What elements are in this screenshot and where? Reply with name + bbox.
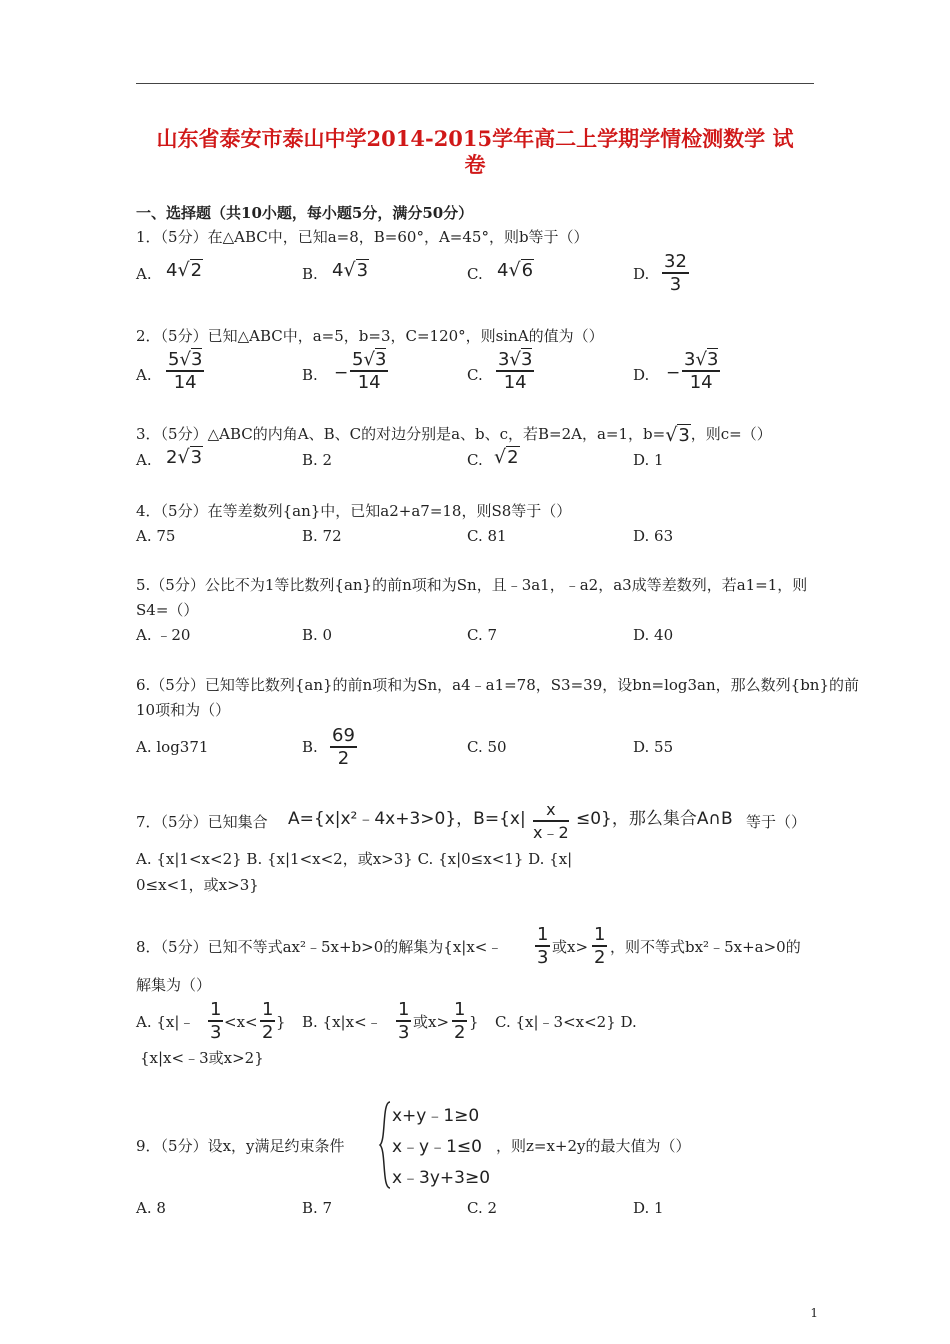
q8-fraction-2: $\frac{1}{2}$: [594, 924, 606, 968]
q7-stem-start: 7．（5分）已知集合: [136, 813, 268, 831]
q8-stem-mid: 或x>: [552, 938, 589, 956]
q2-option-d-label: D.: [633, 366, 650, 384]
q3-option-d: D. 1: [633, 451, 664, 469]
q7-set-b: ≤0}，那么集合A∩B: [576, 809, 733, 829]
q8-option-b-frac-1: $\frac{1}{3}$: [398, 999, 410, 1043]
q6-option-a: A. log371: [136, 738, 209, 756]
q2-option-c-label: C.: [467, 366, 483, 384]
q8-stem-start: 8．（5分）已知不等式ax²﹣5x+b>0的解集为{x|x<﹣: [136, 938, 503, 956]
q1-option-c: 4√6: [497, 258, 534, 281]
q9-option-b: B. 7: [302, 1199, 333, 1217]
section-heading: 一、选择题（共10小题，每小题5分，满分50分）: [136, 204, 474, 222]
q9-option-a: A. 8: [136, 1199, 166, 1217]
q6-option-d: D. 55: [633, 738, 674, 756]
q4-option-c: C. 81: [467, 527, 507, 545]
q8-stem-line2: 解集为（）: [136, 976, 212, 994]
q4-option-d: D. 63: [633, 527, 674, 545]
q9-option-d: D. 1: [633, 1199, 664, 1217]
q4-option-a: A. 75: [136, 527, 176, 545]
q9-option-c: C. 2: [467, 1199, 498, 1217]
q9-constraint-2: x﹣y﹣1≤0: [392, 1137, 482, 1157]
q3-option-a: 2√3: [166, 445, 203, 468]
doc-title-line2: 卷: [464, 152, 486, 177]
q8-option-b-start: B. {x|x<﹣: [302, 1013, 382, 1031]
q1-option-b: 4√3: [332, 258, 369, 281]
q3-option-b: B. 2: [302, 451, 333, 469]
q6-option-b-label: B.: [302, 738, 318, 756]
q7-fraction: $\frac{x}{x﹣2}$: [533, 800, 569, 842]
q1-option-d-label: D.: [633, 265, 650, 283]
q5-option-b: B. 0: [302, 626, 333, 644]
q9-brace: [378, 1100, 392, 1190]
q2-option-b-label: B.: [302, 366, 318, 384]
q1-option-d: $\frac{32}{3}$: [664, 251, 687, 295]
q5-stem-line2: S4=（）: [136, 601, 199, 619]
q7-options-line2: 0≤x<1，或x>3}: [136, 876, 259, 894]
q8-options-c-d: C. {x|﹣3<x<2} D.: [495, 1013, 637, 1031]
q5-option-a: A. ﹣20: [136, 626, 191, 644]
q9-stem-start: 9．（5分）设x，y满足约束条件: [136, 1137, 345, 1155]
q8-fraction-1: $\frac{1}{3}$: [537, 924, 549, 968]
q1-option-a: 4√2: [166, 258, 203, 281]
q4-stem: 4．（5分）在等差数列{an}中，已知a2+a7=18，则S8等于（）: [136, 502, 572, 520]
q1-option-b-label: B.: [302, 265, 318, 283]
q8-stem-end: ，则不等式bx²﹣5x+a>0的: [610, 938, 801, 956]
q3-option-a-label: A.: [136, 451, 152, 469]
doc-title-line1: 山东省泰安市泰山中学2014-2015学年高二上学期学情检测数学 试: [156, 126, 794, 151]
q9-constraint-1: x+y﹣1≥0: [392, 1106, 480, 1126]
q3-option-c-label: C.: [467, 451, 483, 469]
q5-stem-line1: 5.（5分）公比不为1等比数列{an}的前n项和为Sn，且﹣3a1，﹣a2，a3成等差数列，若a1=1，则: [136, 576, 808, 594]
page-number: 1: [810, 1306, 818, 1320]
q1-stem: 1．（5分）在△ABC中，已知a=8，B=60°，A=45°，则b等于（）: [136, 228, 589, 246]
q1-option-c-label: C.: [467, 265, 483, 283]
q2-option-a: $\frac{5√3}{14}$: [168, 349, 203, 393]
q8-option-a-end: }: [276, 1013, 286, 1031]
top-rule: [136, 83, 814, 84]
q8-option-a-mid: <x<: [224, 1013, 258, 1031]
q7-stem-end: 等于（）: [746, 813, 807, 831]
q8-option-a-frac-2: $\frac{1}{2}$: [262, 999, 274, 1043]
q3-option-c: √2: [494, 445, 519, 468]
q8-option-a-frac-1: $\frac{1}{3}$: [210, 999, 222, 1043]
q4-option-b: B. 72: [302, 527, 342, 545]
q3-stem: 3．（5分）△ABC的内角A、B、C的对边分别是a、b、c，若B=2A，a=1，b=√3，则c=（）: [136, 423, 772, 446]
q8-option-b-end: }: [469, 1013, 479, 1031]
q8-option-d: {x|x<﹣3或x>2}: [140, 1049, 264, 1067]
q2-option-d-sign: −: [666, 363, 681, 383]
q6-stem-line1: 6.（5分）已知等比数列{an}的前n项和为Sn，a4﹣a1=78，S3=39，设bn=log3an，那么数列{bn}的前: [136, 676, 860, 694]
q2-option-b: $\frac{5√3}{14}$: [352, 349, 387, 393]
q8-option-a-start: A. {x|﹣: [136, 1013, 195, 1031]
q5-option-d: D. 40: [633, 626, 674, 644]
q7-options-line1: A. {x|1<x<2} B. {x|1<x<2，或x>3} C. {x|0≤x<1} D. {x|: [136, 850, 573, 868]
q9-constraint-3: x﹣3y+3≥0: [392, 1168, 491, 1188]
q8-option-b-mid: 或x>: [413, 1013, 450, 1031]
q2-option-b-sign: −: [334, 363, 349, 383]
q2-option-d: $\frac{3√3}{14}$: [684, 349, 719, 393]
q5-option-c: C. 7: [467, 626, 498, 644]
q6-option-c: C. 50: [467, 738, 507, 756]
q7-set-a: A={x|x²﹣4x+3>0}，B={x|: [288, 809, 526, 829]
q1-option-a-label: A.: [136, 265, 152, 283]
q6-option-b: $\frac{69}{2}$: [332, 725, 355, 769]
q2-option-a-label: A.: [136, 366, 152, 384]
q2-stem: 2．（5分）已知△ABC中，a=5，b=3，C=120°，则sinA的值为（）: [136, 327, 604, 345]
q8-option-b-frac-2: $\frac{1}{2}$: [454, 999, 466, 1043]
q6-stem-line2: 10项和为（）: [136, 701, 231, 719]
q2-option-c: $\frac{3√3}{14}$: [498, 349, 533, 393]
q9-stem-end: ，则z=x+2y的最大值为（）: [496, 1137, 691, 1155]
